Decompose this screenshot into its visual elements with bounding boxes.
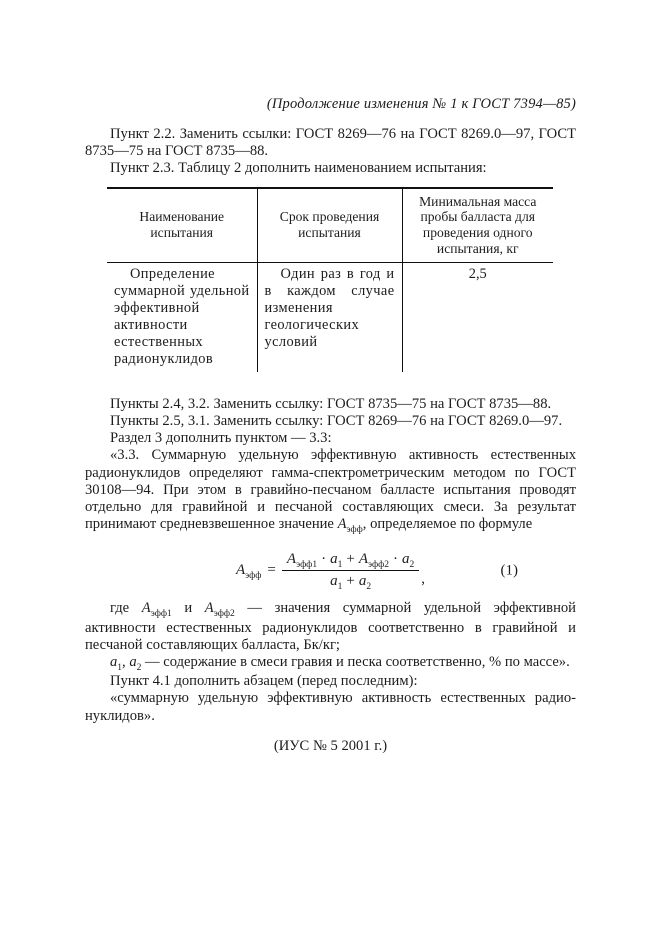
a-eff1-subscript: эфф1: [150, 609, 172, 620]
formula-comma: ,: [421, 571, 426, 588]
formula-lhs: [235, 562, 262, 582]
where-word: где: [110, 600, 142, 617]
fraction-numerator: [282, 551, 419, 571]
plus-sign: +: [346, 573, 355, 590]
a2-base: a: [358, 573, 367, 590]
ius-footer: (ИУС № 5 2001 г.): [273, 737, 388, 754]
table-cell-test-name: Определение суммарной удельной эффективной активности естественных радионуклидов: [107, 262, 257, 372]
multiply-dot: ·: [393, 551, 399, 568]
a2-base: a: [129, 654, 137, 671]
a-eff2-base: A: [204, 600, 214, 617]
a2-variable: [129, 654, 142, 674]
plus-sign: +: [346, 551, 355, 568]
equals-sign: =: [267, 562, 276, 579]
table-cell-test-period: Один раз в год и в каждом случае изменения геологических условий: [257, 262, 402, 372]
a-eff-base: A: [337, 516, 347, 533]
amendment-header: (Продолжение изменения № 1 к ГОСТ 7394—85): [266, 96, 576, 112]
paragraph-point-4-1: Пункт 4.1 дополнить абзацем (перед последним):: [110, 673, 418, 690]
a-eff1-base: A: [141, 600, 151, 617]
paragraph-clause-3-3: [85, 447, 576, 535]
a1-base: a: [110, 654, 118, 671]
a-eff2-subscript: эфф2: [213, 609, 235, 620]
table-header-row: [107, 188, 553, 263]
clause-3-3-text-lead: «3.3. Суммарную удельную эффективную активность естественных радионуклидов определяют гамма-спектрометрическим методом по ГОСТ 30108—94. При этом в гравийно-песчаном балласте испытания проводят отдельно для гравийной и песчаной составляющих смеси. За результат принимают средневзвешенное значение: [85, 447, 576, 533]
multiply-dot: ·: [321, 551, 327, 568]
a-eff2-variable: [204, 600, 235, 620]
formula-block: [85, 551, 576, 593]
table-header-test-name: Наименование испытания: [107, 188, 257, 263]
paragraph-points-2-4-3-2: Пункты 2.4, 3.2. Заменить ссылку: ГОСТ 8735—75 на ГОСТ 8735—88.: [110, 395, 552, 412]
a2-subscript: 2: [366, 582, 372, 593]
a-eff-subscript: эфф: [346, 525, 363, 536]
a-eff2-subscript: эфф2: [367, 560, 390, 571]
paragraph-point-2-3: Пункт 2.3. Таблицу 2 дополнить наименованием испытания:: [110, 160, 487, 177]
a1-variable: [110, 654, 123, 674]
test-table: [107, 187, 553, 372]
a-definition-text: — содержание в смеси гравия и песка соответственно, % по массе».: [141, 654, 570, 671]
table-row: [107, 262, 553, 372]
where-and: и: [171, 600, 205, 617]
paragraph-point-4-1-addition: «суммарную удельную эффективную активность естественных радионуклидов».: [85, 690, 576, 724]
formula-lhs-base: A: [235, 562, 246, 579]
paragraph-a1-a2-definition: [85, 654, 576, 673]
a1-subscript: 1: [337, 582, 343, 593]
page-content: [85, 96, 576, 755]
a2-subscript: 2: [409, 560, 415, 571]
a-eff2-base: A: [358, 551, 368, 568]
paragraph-where-clause: [85, 600, 576, 654]
table-cell-min-mass: 2,5: [468, 265, 487, 282]
clause-3-3-text-tail: , определяемое по формуле: [362, 516, 533, 533]
a1-subscript: 1: [117, 663, 123, 674]
where-description: — значения суммарной удельной эффективной активности естественных радионуклидов соответственно в гравийной и песчаной составляющих балласта, Бк/кг;: [85, 600, 576, 653]
formula-lhs-subscript: эфф: [245, 571, 262, 582]
paragraph-point-2-2: Пункт 2.2. Заменить ссылки: ГОСТ 8269—76 на ГОСТ 8269.0—97, ГОСТ 8735—75 на ГОСТ 8735—88.: [85, 126, 576, 160]
a1-base: a: [330, 551, 338, 568]
a-eff1-variable: [141, 600, 172, 620]
a2-subscript: 2: [136, 663, 142, 674]
table-header-test-period: Срок проведения испытания: [257, 188, 402, 263]
table-header-min-mass: Минимальная масса пробы балласта для проведения одного испытания, кг: [402, 188, 553, 263]
paragraph-section-3: Раздел 3 дополнить пунктом — 3.3:: [110, 430, 332, 447]
a-eff-variable: [337, 516, 363, 536]
formula-fraction: [282, 551, 419, 593]
fraction-denominator: [282, 571, 419, 593]
a-eff1-subscript: эфф1: [296, 560, 318, 571]
a2-base: a: [402, 551, 410, 568]
a-eff1-base: A: [286, 551, 297, 568]
paragraph-points-2-5-3-1: Пункты 2.5, 3.1. Заменить ссылку: ГОСТ 8269—76 на ГОСТ 8269.0—97.: [110, 413, 563, 429]
a1-subscript: 1: [337, 560, 343, 571]
a1-base: a: [330, 573, 338, 590]
equation-number: (1): [500, 562, 518, 579]
a-separator: ,: [122, 654, 130, 671]
